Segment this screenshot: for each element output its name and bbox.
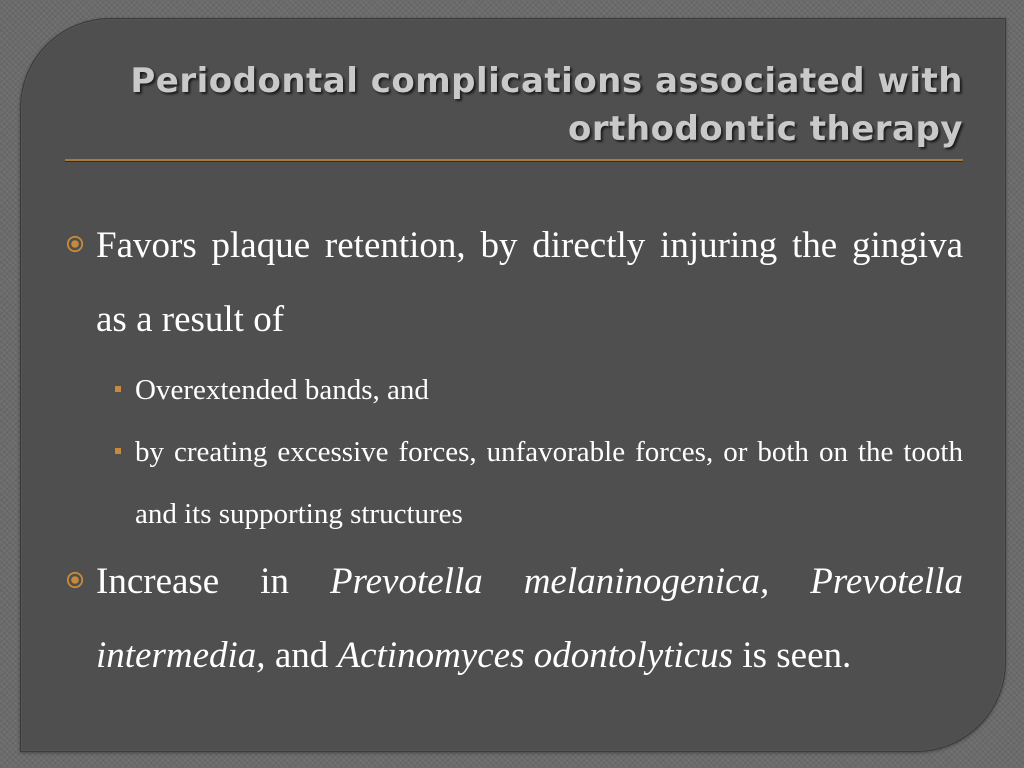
species-name: Actinomyces odontolyticus bbox=[337, 635, 734, 676]
slide-title-line-2: orthodontic therapy bbox=[568, 109, 963, 149]
sub-bullet-text: by creating excessive forces, unfavorable forces, or both on the tooth and its supporting structures bbox=[135, 436, 963, 530]
sub-bullet-item bbox=[61, 421, 963, 545]
bullet-item bbox=[61, 209, 963, 357]
slide-panel bbox=[20, 18, 1006, 752]
bullet-item bbox=[61, 545, 963, 693]
bullet-text: Favors plaque retention, by directly injuring the gingiva as a result of bbox=[96, 225, 963, 340]
slide-body bbox=[61, 209, 963, 693]
title-divider bbox=[65, 159, 963, 161]
bullet-text-tail: is seen. bbox=[733, 635, 852, 676]
sub-bullet-text: Overextended bands, and bbox=[135, 374, 429, 406]
slide-title bbox=[103, 57, 963, 153]
bullet-text-middle: and bbox=[265, 635, 338, 676]
slide-title-line-1: Periodontal complications associated with bbox=[130, 61, 963, 101]
sub-bullet-list bbox=[61, 359, 963, 545]
circled-dot-icon bbox=[66, 571, 84, 589]
bullet-text-lead: Increase in bbox=[96, 561, 330, 602]
small-square-icon bbox=[115, 386, 121, 392]
small-square-icon bbox=[115, 448, 121, 454]
species-name: Prevotella melaninogenica, Prevotella intermedia, bbox=[96, 561, 963, 676]
circled-dot-icon bbox=[66, 235, 84, 253]
sub-bullet-item bbox=[61, 359, 963, 421]
